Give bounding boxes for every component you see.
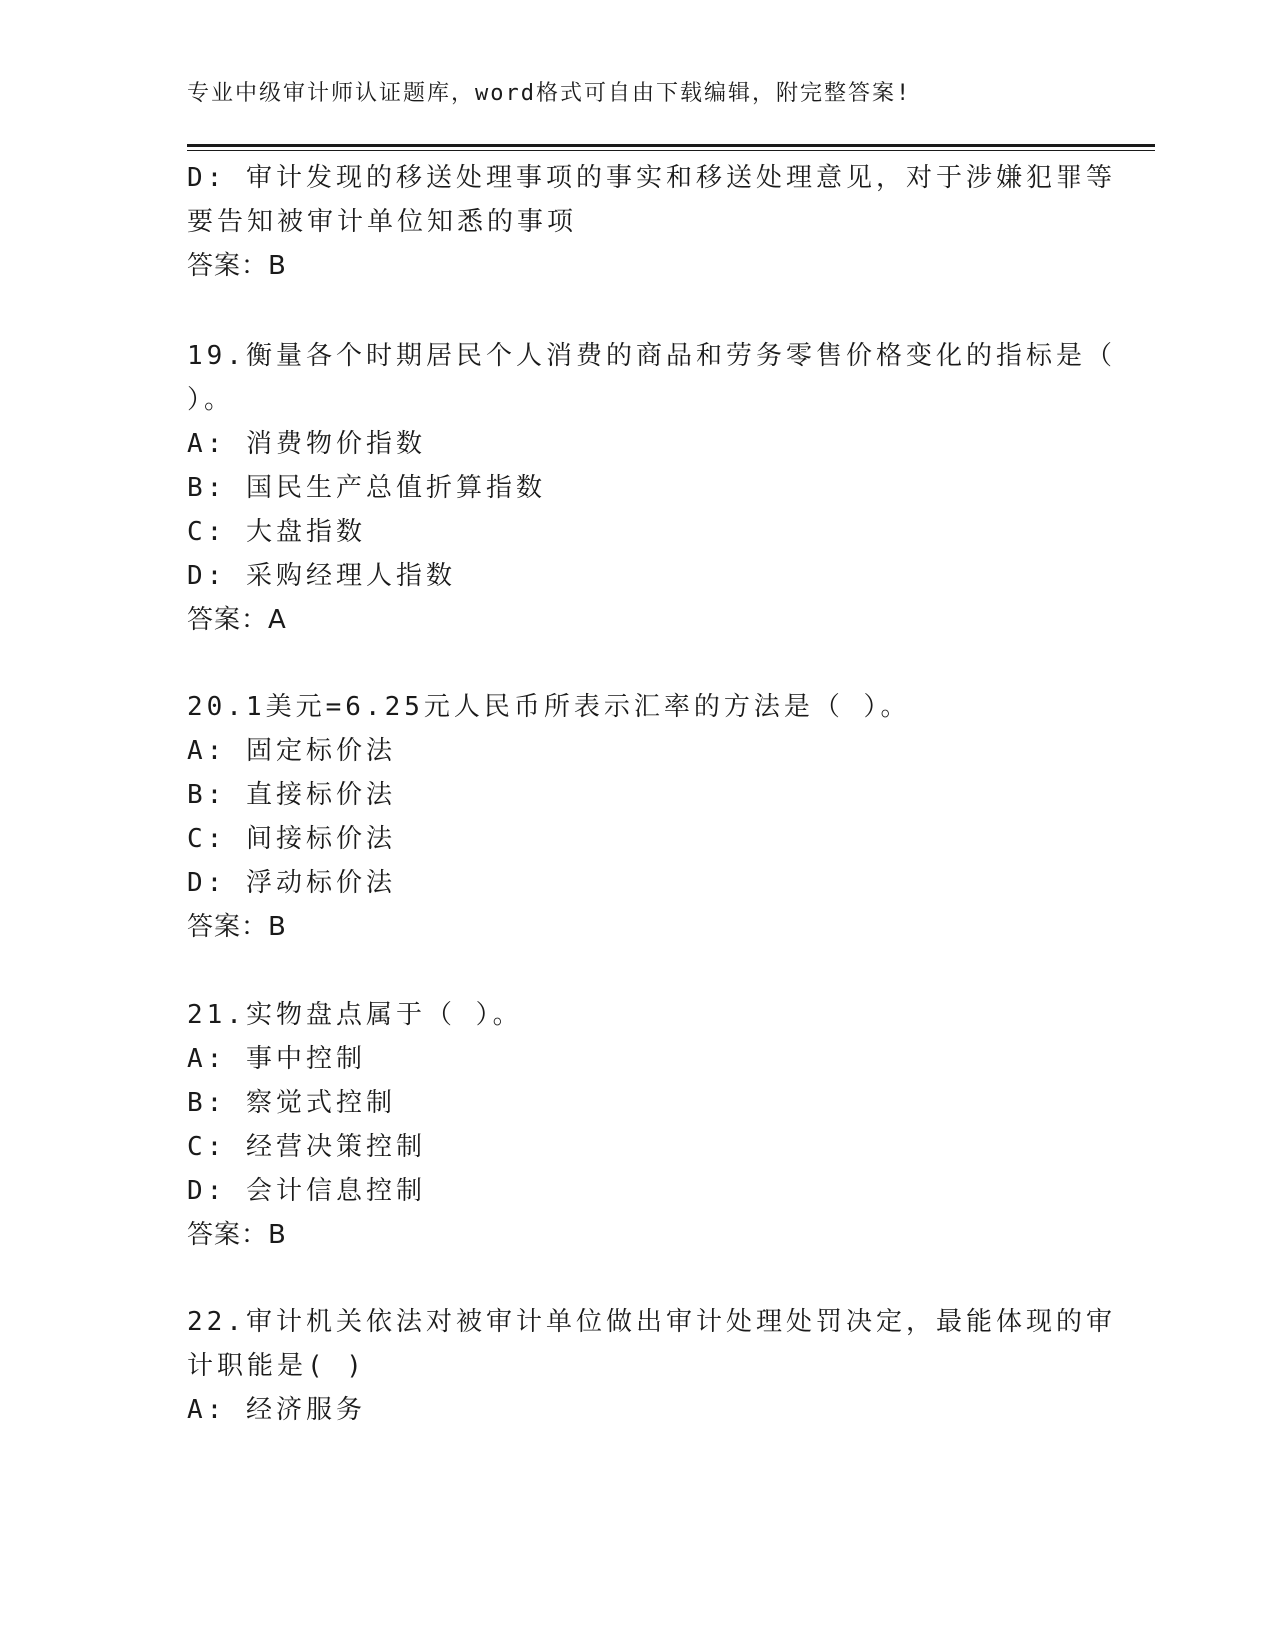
- answer-21: 答案：B: [187, 1220, 287, 1250]
- question-21-option-c: C: 经营决策控制: [187, 1132, 426, 1162]
- header-rule-thin: [187, 150, 1155, 151]
- question-20-option-c: C: 间接标价法: [187, 824, 396, 854]
- header-rule-thick: [187, 144, 1155, 147]
- question-19-line-1: 19.衡量各个时期居民个人消费的商品和劳务零售价格变化的指标是（: [187, 341, 1116, 371]
- question-21-option-b: B: 察觉式控制: [187, 1088, 396, 1118]
- question-19-option-d: D: 采购经理人指数: [187, 561, 456, 591]
- question-19-option-c: C: 大盘指数: [187, 517, 366, 547]
- question-19-line-2: ）。: [187, 385, 235, 415]
- question-22-line-1: 22.审计机关依法对被审计单位做出审计处理处罚决定，最能体现的审: [187, 1307, 1116, 1337]
- answer-18: 答案：B: [187, 251, 287, 281]
- option-d-line-2: 要告知被审计单位知悉的事项: [187, 207, 578, 237]
- question-22-line-2: 计职能是( ): [187, 1351, 366, 1381]
- question-19-option-b: B: 国民生产总值折算指数: [187, 473, 546, 503]
- page-header: 专业中级审计师认证题库，word格式可自由下载编辑，附完整答案!: [187, 81, 912, 106]
- answer-19: 答案：A: [187, 605, 287, 635]
- question-22-option-a: A: 经济服务: [187, 1395, 366, 1425]
- question-21-option-a: A: 事中控制: [187, 1044, 366, 1074]
- question-19-option-a: A: 消费物价指数: [187, 429, 426, 459]
- question-21: 21.实物盘点属于（ ）。: [187, 1000, 523, 1030]
- answer-20: 答案：B: [187, 912, 287, 942]
- option-d-line-1: D: 审计发现的移送处理事项的事实和移送处理意见，对于涉嫌犯罪等: [187, 163, 1116, 193]
- question-20-option-a: A: 固定标价法: [187, 736, 396, 766]
- question-20: 20.1美元=6.25元人民币所表示汇率的方法是（ ）。: [187, 692, 911, 722]
- question-21-option-d: D: 会计信息控制: [187, 1176, 426, 1206]
- question-20-option-d: D: 浮动标价法: [187, 868, 396, 898]
- question-20-option-b: B: 直接标价法: [187, 780, 396, 810]
